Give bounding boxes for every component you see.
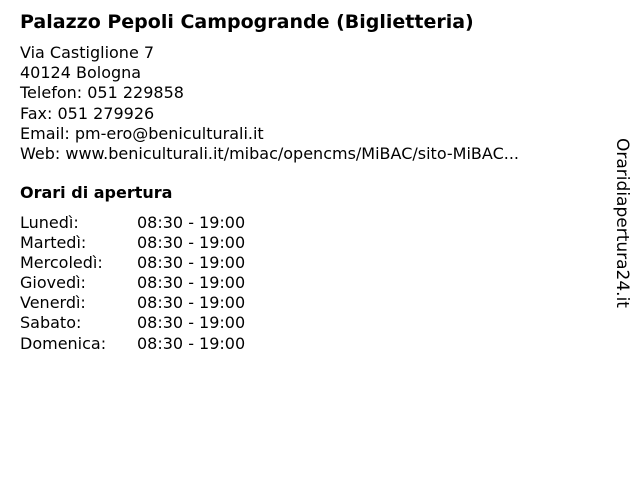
day-label: Venerdì: [20, 293, 86, 313]
phone-number: Telefon: 051 229858 [20, 83, 184, 103]
hours-row-thursday [20, 273, 280, 293]
address-street: Via Castiglione 7 [20, 43, 155, 62]
hours-value: 08:30 - 19:00 [137, 213, 246, 232]
day-label: Sabato: [20, 313, 82, 333]
site-watermark [606, 133, 638, 313]
day-label: Domenica: [20, 333, 107, 353]
hours-row-friday [20, 293, 280, 313]
hours-row-monday [20, 213, 280, 233]
day-label: Giovedì: [20, 273, 86, 293]
opening-hours-list [20, 213, 280, 354]
hours-value: 08:30 - 19:00 [137, 293, 246, 313]
day-label: Martedì: [20, 233, 87, 253]
email-address: Email: pm-ero@beniculturali.it [20, 123, 264, 143]
watermark-text: Oraridiapertura24.it [612, 138, 632, 308]
hours-value: 08:30 - 19:00 [137, 233, 246, 253]
hours-value: 08:30 - 19:00 [137, 273, 246, 293]
day-label: Lunedì: [20, 213, 79, 232]
opening-hours-heading: Orari di apertura [20, 183, 173, 202]
hours-row-tuesday [20, 233, 280, 253]
day-label: Mercoledì: [20, 253, 103, 273]
website-url: Web: www.beniculturali.it/mibac/opencms/MiBAC/sito-MiBAC... [20, 143, 519, 163]
hours-value: 08:30 - 19:00 [137, 333, 246, 353]
address-city: 40124 Bologna [20, 63, 142, 83]
hours-value: 08:30 - 19:00 [137, 253, 246, 273]
venue-title: Palazzo Pepoli Campogrande (Biglietteria) [20, 11, 474, 33]
hours-row-saturday [20, 313, 280, 333]
hours-row-sunday [20, 334, 280, 354]
contact-info [20, 43, 519, 164]
hours-value: 08:30 - 19:00 [137, 313, 246, 333]
fax-number: Fax: 051 279926 [20, 103, 155, 123]
hours-row-wednesday [20, 253, 280, 273]
